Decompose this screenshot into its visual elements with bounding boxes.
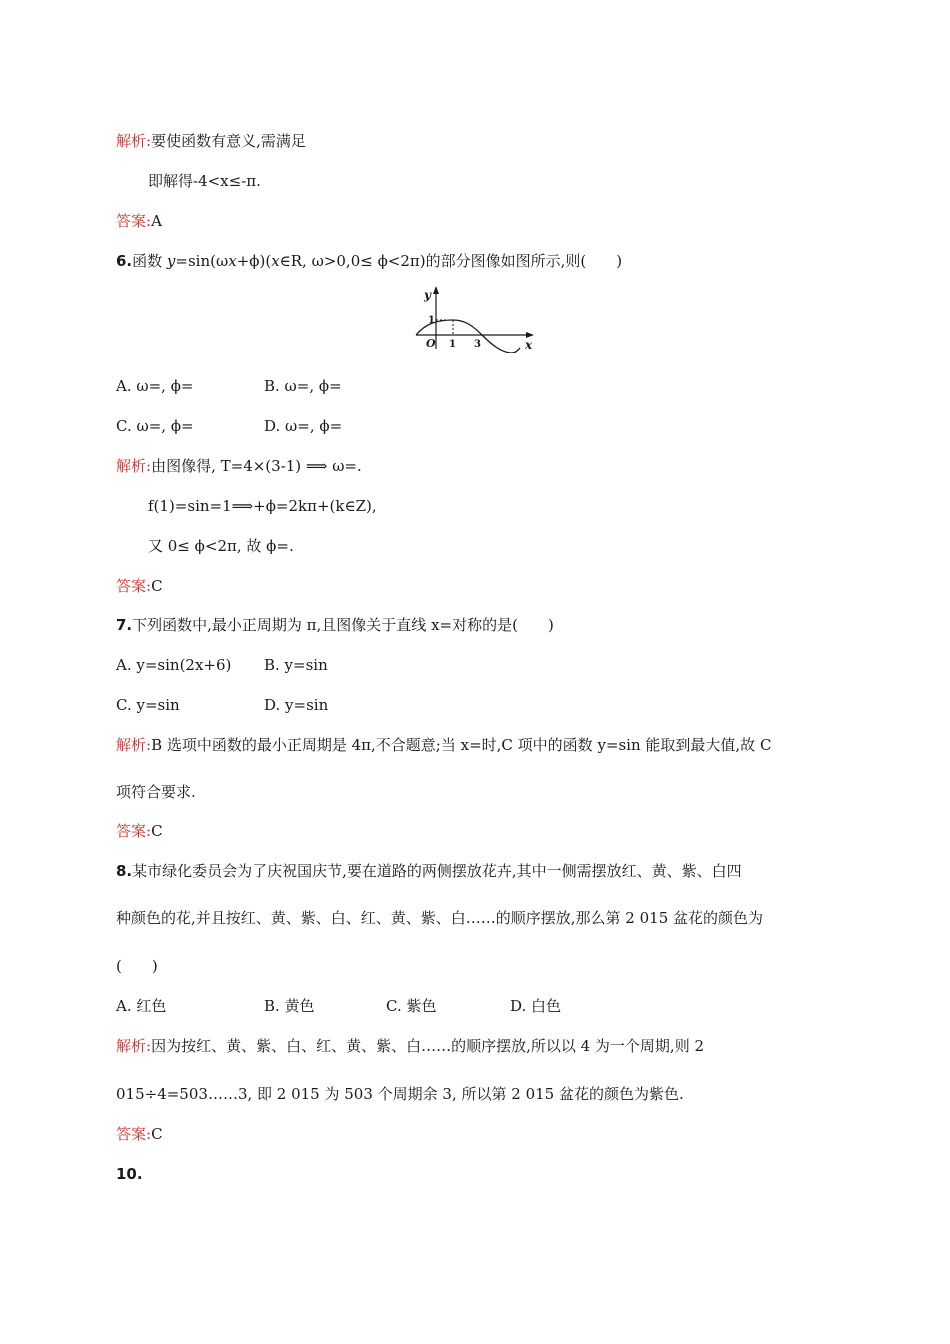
q7-answer-line xyxy=(116,821,163,841)
q6-stem-y: y xyxy=(166,252,176,270)
q8-jiexi-line xyxy=(116,1036,704,1056)
q7-option-d: D. y=sin xyxy=(264,696,329,714)
y-axis-arrow xyxy=(433,286,439,294)
q8-stem-1-text: 某市绿化委员会为了庆祝国庆节,要在道路的两侧摆放花卉,其中一侧需摆放红、黄、紫、白四 xyxy=(132,862,742,880)
jiexi-label: 解析 xyxy=(116,132,147,150)
q5-solve-line: 即解得-4<x≤-π. xyxy=(148,172,261,190)
jiexi-colon: : xyxy=(146,1037,152,1055)
q8-number: 8. xyxy=(116,862,133,880)
q6-option-c: C. ω=, ϕ= xyxy=(116,417,194,435)
q7-answer: C xyxy=(151,822,163,840)
q6-jiexi-1: 由图像得, T=4×(3-1) ⟹ ω=. xyxy=(151,457,362,475)
x-tick-3: 3 xyxy=(474,339,481,350)
q6-stem xyxy=(116,251,622,271)
q8-option-a: A. 红色 xyxy=(116,997,167,1015)
q8-stem-3: ( ) xyxy=(116,957,158,975)
q10-number xyxy=(116,1164,143,1184)
q10-number-text: 10. xyxy=(116,1165,143,1183)
q8-jiexi-2: 015÷4=503……3, 即 2 015 为 503 个周期余 3, 所以第 2 015 盆花的颜色为紫色. xyxy=(116,1085,684,1103)
q8-answer-line xyxy=(116,1124,163,1144)
origin-label: O xyxy=(426,337,436,350)
q6-stem-a: 函数 xyxy=(132,252,167,270)
y-tick-1: 1 xyxy=(428,315,435,326)
q7-stem-text: 下列函数中,最小正周期为 π,且图像关于直线 x=对称的是( ) xyxy=(132,616,554,634)
daan-label: 答案 xyxy=(116,577,147,595)
q7-option-b: B. y=sin xyxy=(264,656,328,674)
q6-option-d: D. ω=, ϕ= xyxy=(264,417,343,435)
jiexi-colon: : xyxy=(146,132,152,150)
daan-label: 答案 xyxy=(116,212,147,230)
daan-label: 答案 xyxy=(116,822,147,840)
daan-colon: : xyxy=(146,1125,152,1143)
x-axis-label: x xyxy=(525,338,533,352)
daan-colon: : xyxy=(146,577,152,595)
q6-jiexi-line xyxy=(116,456,362,476)
daan-label: 答案 xyxy=(116,1125,147,1143)
q6-option-a: A. ω=, ϕ= xyxy=(116,377,194,395)
q6-stem-c: +ϕ)( xyxy=(236,252,272,270)
q8-option-b: B. 黄色 xyxy=(264,997,315,1015)
q5-jiexi-text: 要使函数有意义,需满足 xyxy=(151,132,306,150)
q6-stem-x: x xyxy=(228,252,237,270)
sine-graph-figure xyxy=(412,283,536,353)
q8-stem-1 xyxy=(116,861,742,881)
q6-answer: C xyxy=(151,577,163,595)
q6-answer-line xyxy=(116,576,163,596)
jiexi-colon: : xyxy=(146,736,152,754)
q8-stem-2: 种颜色的花,并且按红、黄、紫、白、红、黄、紫、白……的顺序摆放,那么第 2 015 盆花的颜色为 xyxy=(116,909,764,927)
y-axis-label: y xyxy=(424,288,431,302)
q8-option-d: D. 白色 xyxy=(510,997,562,1015)
q5-answer-line xyxy=(116,211,162,231)
q8-jiexi-1: 因为按红、黄、紫、白、红、黄、紫、白……的顺序摆放,所以以 4 为一个周期,则 2 xyxy=(151,1037,705,1055)
q7-jiexi-2: 项符合要求. xyxy=(116,783,196,801)
q6-option-b: B. ω=, ϕ= xyxy=(264,377,342,395)
q7-jiexi-line xyxy=(116,735,771,755)
q8-option-c: C. 紫色 xyxy=(386,997,437,1015)
q6-stem-x2: x xyxy=(271,252,280,270)
jiexi-label: 解析 xyxy=(116,1037,147,1055)
q7-option-c: C. y=sin xyxy=(116,696,180,714)
q8-answer: C xyxy=(151,1125,163,1143)
q6-jiexi-2: f(1)=sin=1⟹+ϕ=2kπ+(k∈Z), xyxy=(148,497,377,515)
jiexi-colon: : xyxy=(146,457,152,475)
q6-number: 6. xyxy=(116,252,133,270)
q5-jiexi-line xyxy=(116,131,306,151)
x-tick-1: 1 xyxy=(449,339,456,350)
jiexi-label: 解析 xyxy=(116,736,147,754)
daan-colon: : xyxy=(146,822,152,840)
q5-answer: A xyxy=(151,212,162,230)
jiexi-label: 解析 xyxy=(116,457,147,475)
q6-jiexi-3: 又 0≤ ϕ<2π, 故 ϕ=. xyxy=(148,537,294,555)
q7-jiexi-1: B 选项中函数的最小正周期是 4π,不合题意;当 x=时,C 项中的函数 y=sin 能取到最大值,故 C xyxy=(151,736,772,754)
q6-stem-b: =sin(ω xyxy=(175,252,229,270)
daan-colon: : xyxy=(146,212,152,230)
q7-option-a: A. y=sin(2x+6) xyxy=(116,656,232,674)
q7-stem xyxy=(116,615,554,635)
q7-number: 7. xyxy=(116,616,133,634)
q6-stem-d: ∈R, ω>0,0≤ ϕ<2π)的部分图像如图所示,则( ) xyxy=(279,252,623,270)
